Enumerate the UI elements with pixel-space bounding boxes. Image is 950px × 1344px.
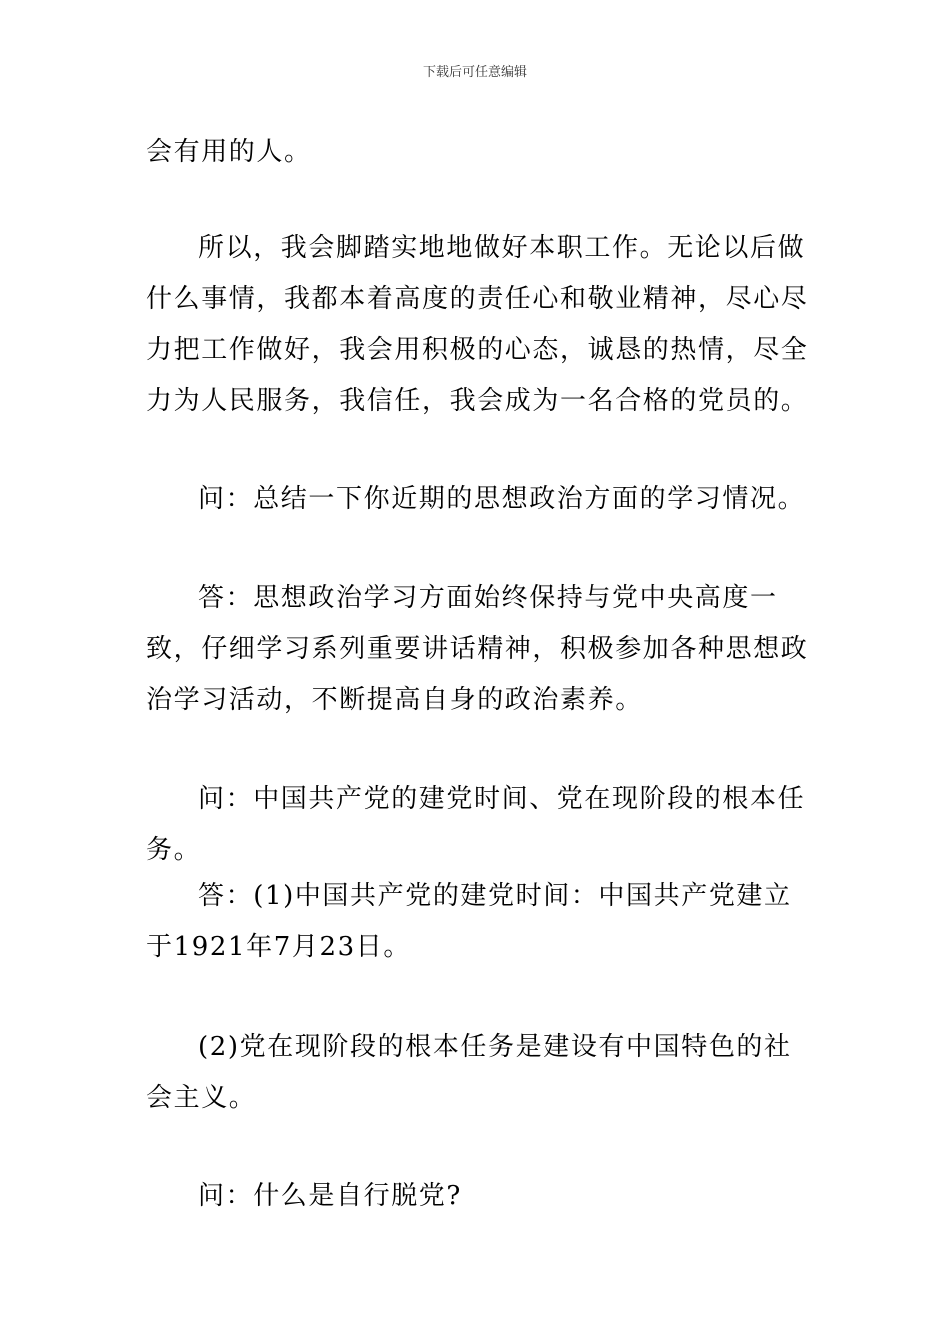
answer-party-founding: 答：(1)中国共产党的建党时间：中国共产党建立于1921年7月23日。 [146, 881, 792, 962]
paragraph-work-attitude: 所以，我会脚踏实地地做好本职工作。无论以后做什么事情，我都本着高度的责任心和敬业精神，尽心尽力把工作做好，我会用积极的心态，诚恳的热情，尽全力为人民服务，我信任，我会成为一名合格的党员的。 [146, 233, 809, 416]
question-party-founding: 问：中国共产党的建党时间、党在现阶段的根本任务。 [146, 784, 806, 865]
page-header: 下载后可任意编辑 [422, 65, 527, 80]
paragraph-continuation: 会有用的人。 [146, 137, 312, 167]
question-leaving-party: 问：什么是自行脱党? [198, 1181, 462, 1211]
answer-party-task: (2)党在现阶段的根本任务是建设有中国特色的社会主义。 [146, 1032, 792, 1113]
answer-study-summary: 答：思想政治学习方面始终保持与党中央高度一致，仔细学习系列重要讲话精神，积极参加各种思想政治学习活动，不断提高自身的政治素养。 [146, 583, 809, 715]
question-study-summary: 问：总结一下你近期的思想政治方面的学习情况。 [198, 484, 806, 514]
